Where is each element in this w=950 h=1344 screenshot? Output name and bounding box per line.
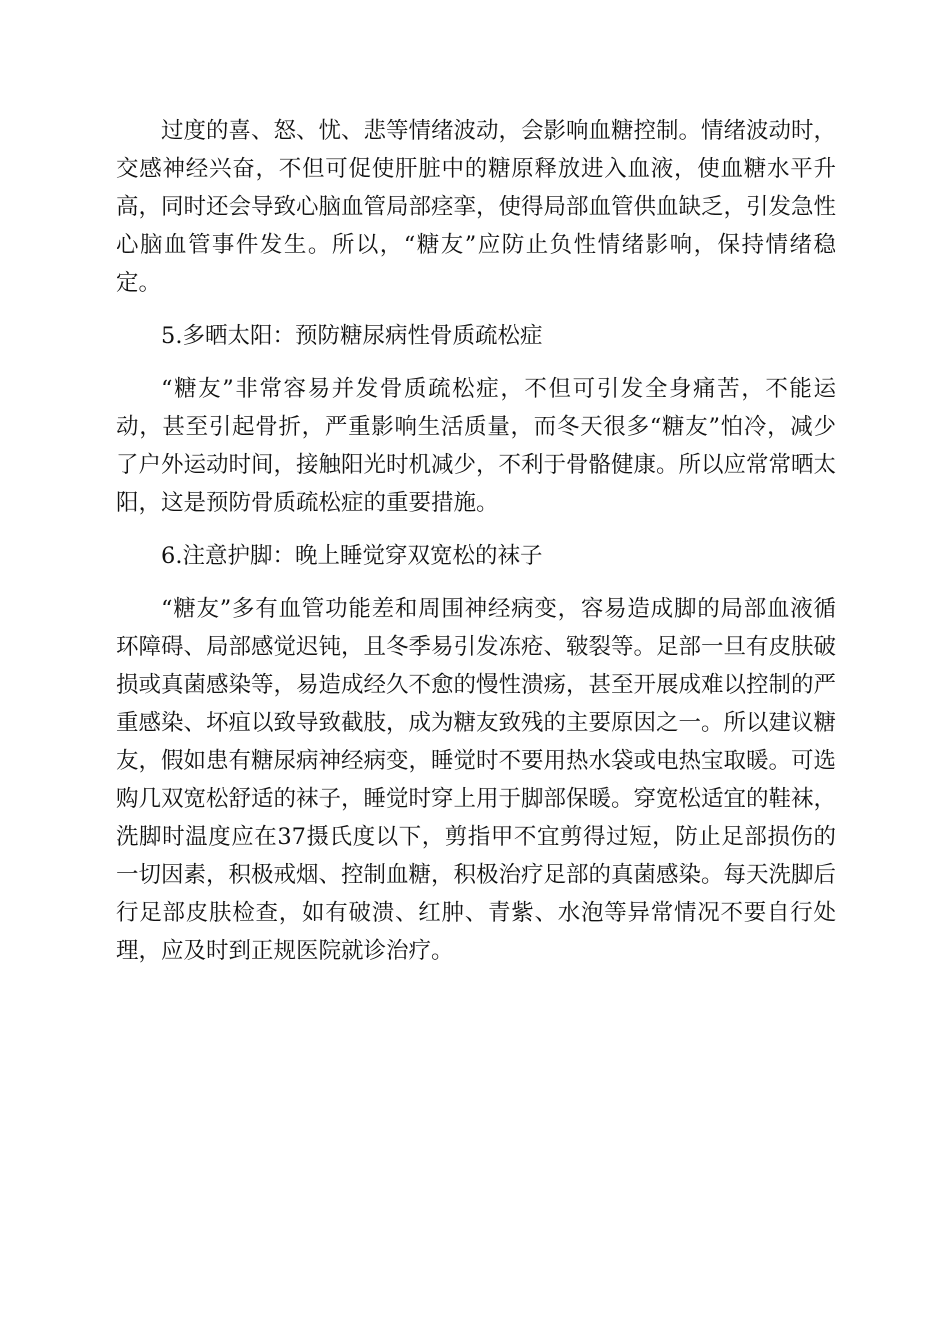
section-heading-footcare: 6.注意护脚：晚上睡觉穿双宽松的袜子 <box>161 543 543 569</box>
paragraph-gap <box>116 522 836 537</box>
paragraph-gap <box>116 355 836 370</box>
section-heading-sunbath: 5.多晒太阳：预防糖尿病性骨质疏松症 <box>161 323 543 349</box>
document-body <box>116 112 836 970</box>
paragraph-gap <box>116 575 836 590</box>
paragraph-gap <box>116 302 836 317</box>
paragraph-emotion: 过度的喜、怒、忧、悲等情绪波动，会影响血糖控制。情绪波动时，交感神经兴奋，不但可促使肝脏中的糖原释放进入血液，使血糖水平升高，同时还会导致心脑血管局部痉挛，使得局部血管供血缺乏，引发急性心脑血管事件发生。所以，“糖友”应防止负性情绪影响，保持情绪稳定。 <box>116 118 837 296</box>
paragraph-footcare: “糖友”多有血管功能差和周围神经病变，容易造成脚的局部血液循环障碍、局部感觉迟钝，且冬季易引发冻疮、皲裂等。足部一旦有皮肤破损或真菌感染等，易造成经久不愈的慢性溃疡，甚至开展成难以控制的严重感染、坏疽以致导致截肢，成为糖友致残的主要原因之一。所以建议糖友，假如患有糖尿病神经病变，睡觉时不要用热水袋或电热宝取暖。可选购几双宽松舒适的袜子，睡觉时穿上用于脚部保暖。穿宽松适宜的鞋袜，洗脚时温度应在37摄氏度以下，剪指甲不宜剪得过短，防止足部损伤的一切因素，积极戒烟、控制血糖，积极治疗足部的真菌感染。每天洗脚后行足部皮肤检查，如有破溃、红肿、青紫、水泡等异常情况不要自行处理，应及时到正规医院就诊治疗。 <box>116 596 837 964</box>
paragraph-osteoporosis: “糖友”非常容易并发骨质疏松症，不但可引发全身痛苦，不能运动，甚至引起骨折，严重影响生活质量，而冬天很多“糖友”怕冷，减少了户外运动时间，接触阳光时机减少，不利于骨骼健康。所以应常常晒太阳，这是预防骨质疏松症的重要措施。 <box>116 376 837 516</box>
